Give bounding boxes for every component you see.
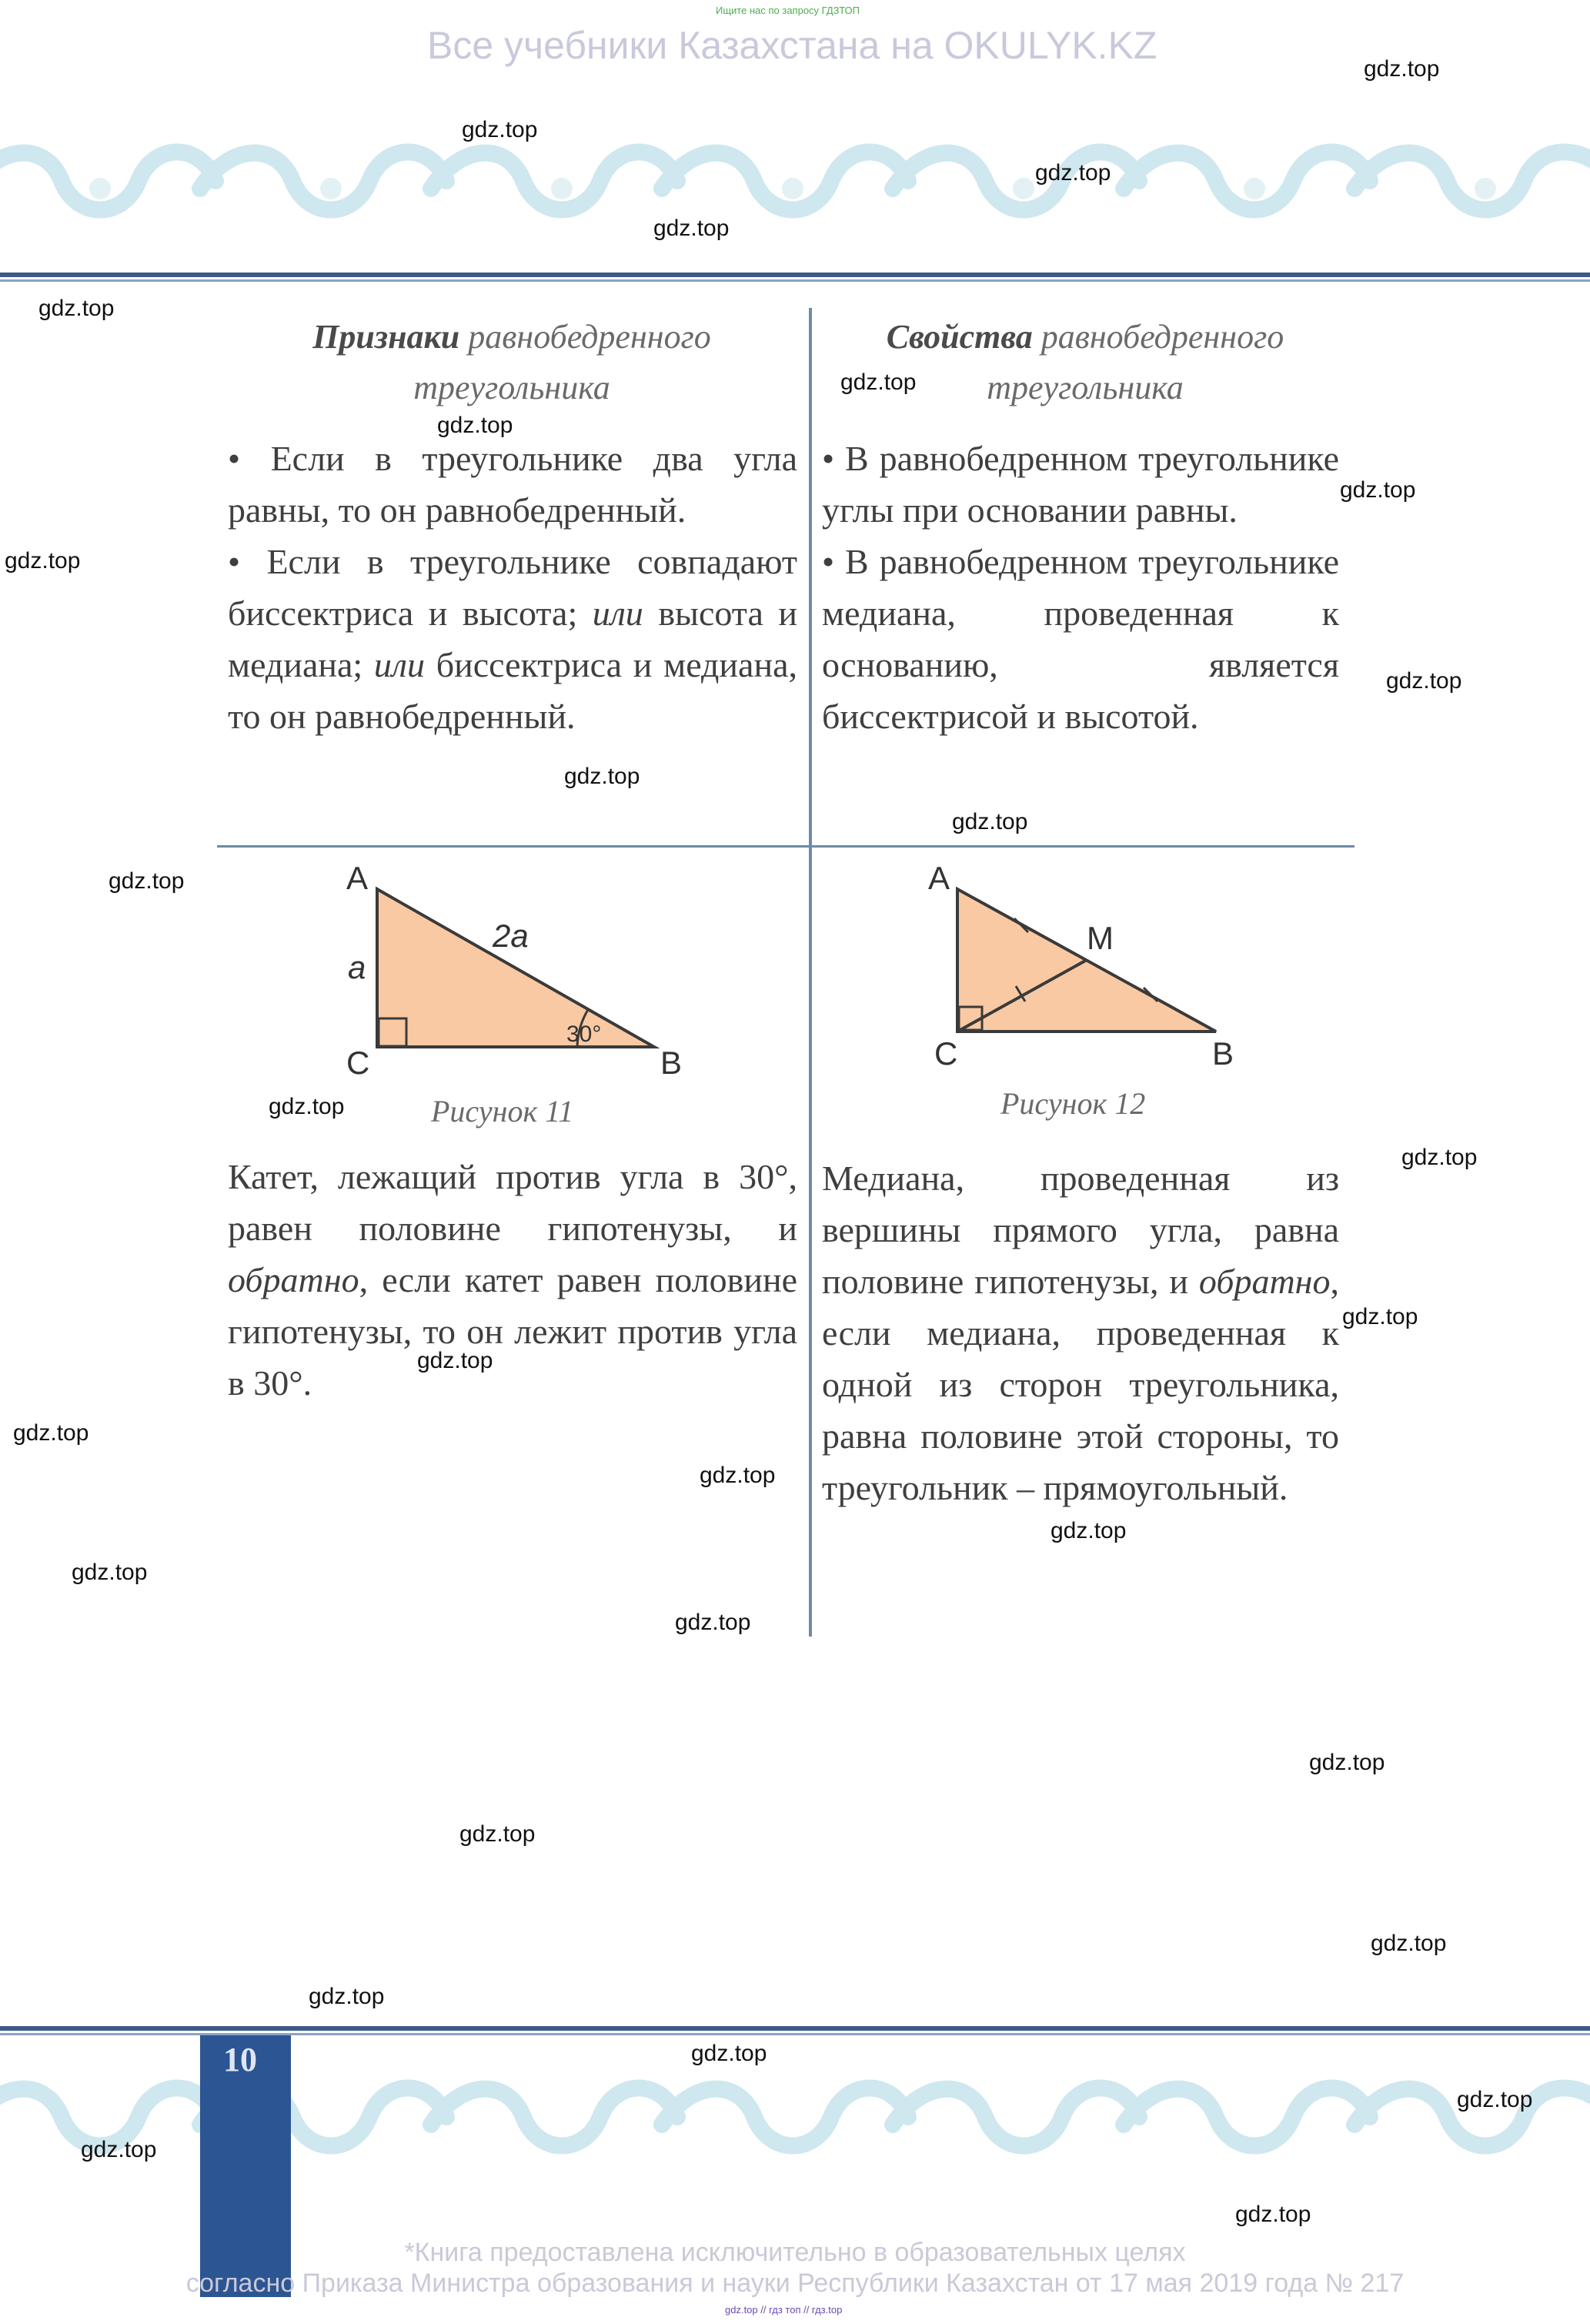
watermark: gdz.top [700, 1463, 776, 1488]
right-bullet-1: • В равнобедренном треугольнике углы при основании равны. [822, 439, 1339, 530]
triangle-abc [377, 889, 654, 1047]
angle-30-label: 30° [566, 1022, 602, 1047]
top-rule [0, 273, 1590, 277]
row-divider [217, 845, 1355, 848]
watermark: gdz.top [417, 1348, 493, 1373]
top-notice: Ищите нас по запросу ГДЗТОП [716, 5, 860, 16]
watermark: gdz.top [1364, 56, 1440, 82]
left-heading-rest: равнобедренного треугольника [413, 318, 711, 406]
left-criteria-text [228, 433, 797, 742]
watermark: gdz.top [1309, 1750, 1385, 1775]
right-heading [827, 312, 1343, 413]
page-number: 10 [223, 2041, 257, 2078]
left-heading-bold: Признаки [312, 318, 460, 356]
watermark: gdz.top [1401, 1145, 1478, 1170]
watermark: gdz.top [459, 1821, 536, 1847]
watermark: gdz.top [462, 117, 538, 142]
top-ornament [0, 135, 1590, 242]
figure-12-caption: Рисунок 12 [1000, 1086, 1146, 1121]
side-a-label: a [348, 949, 366, 985]
right-properties-text [822, 433, 1339, 742]
watermark: gdz.top [13, 1420, 89, 1446]
watermark: gdz.top [1386, 668, 1462, 694]
watermark: gdz.top [1051, 1518, 1127, 1543]
midpoint-m-label: M [1087, 920, 1114, 956]
watermark: gdz.top [38, 296, 115, 321]
vertex-c-label: C [934, 1035, 958, 1072]
watermark: gdz.top [109, 868, 185, 894]
figure-11-caption: Рисунок 11 [431, 1094, 574, 1129]
watermark: gdz.top [691, 2041, 767, 2066]
watermark: gdz.top [81, 2137, 157, 2162]
right-bullet-2: • В равнобедренном треугольнике медиана, проведенная к основанию, является биссектрисой и высотой. [822, 542, 1339, 736]
watermark: gdz.top [653, 216, 730, 241]
watermark: gdz.top [952, 809, 1028, 834]
bottom-rule [0, 2026, 1590, 2031]
watermark: gdz.top [675, 1610, 751, 1635]
figure-11-triangle [323, 851, 723, 1082]
top-rule-thin [0, 279, 1590, 282]
right-heading-rest: равнобедренного треугольника [987, 318, 1284, 406]
left-bullet-2: • Если в треугольнике совпадают биссектриса и высота; или высота и медиана; или биссектриса и медиана, то он равнобедренный. [228, 542, 797, 736]
watermark: gdz.top [72, 1560, 148, 1585]
watermark: gdz.top [1371, 1931, 1447, 1956]
left-theorem-text: Катет, лежащий против угла в 30°, равен половине гипотенузы, и обратно, если катет равен половине гипотенузы, то он лежит против угла в 30°. [228, 1157, 797, 1403]
watermark: gdz.top [1342, 1304, 1418, 1329]
watermark: gdz.top [269, 1094, 345, 1119]
watermark: gdz.top [840, 369, 917, 395]
watermark: gdz.top [1340, 477, 1416, 503]
left-bullet-1: • Если в треугольнике два угла равны, то он равнобедренный. [228, 439, 797, 530]
watermark: gdz.top [1035, 160, 1111, 186]
right-heading-bold: Свойства [886, 318, 1033, 356]
side-2a-label: 2a [493, 918, 529, 954]
figure-12-triangle [908, 851, 1262, 1074]
footer-line-2: согласно Приказа Министра образования и науки Республики Казахстан от 17 мая 2019 года № 217 [185, 2269, 1405, 2298]
vertex-b-label: B [660, 1045, 683, 1081]
watermark: gdz.top [1235, 2202, 1311, 2227]
vertex-c-label: C [346, 1045, 370, 1081]
watermark: gdz.top [309, 1984, 385, 2009]
site-banner[interactable]: Все учебники Казахстана на OKULYK.KZ [427, 24, 1157, 67]
watermark: gdz.top [437, 413, 513, 438]
vertex-a-label: A [928, 860, 950, 896]
left-heading [223, 312, 800, 413]
column-divider [809, 308, 812, 1637]
vertex-a-label: A [346, 860, 369, 896]
ornament-pattern-icon [0, 135, 1590, 242]
right-theorem-text: Медиана, проведенная из вершины прямого угла, равна половине гипотенузы, и обратно, если медиана, проведенная к одной из сторон треугольника, равна половине этой стороны, то треугольник – прямоугольный. [822, 1159, 1339, 1507]
watermark: gdz.top [1457, 2087, 1533, 2112]
footer-line-1: *Книга предоставлена исключительно в образовательных целях [404, 2238, 1186, 2267]
footer-tiny: gdz.top // гдз топ // гдз.top [725, 2304, 843, 2316]
watermark: gdz.top [5, 548, 81, 573]
vertex-b-label: B [1212, 1035, 1234, 1072]
watermark: gdz.top [564, 764, 640, 789]
